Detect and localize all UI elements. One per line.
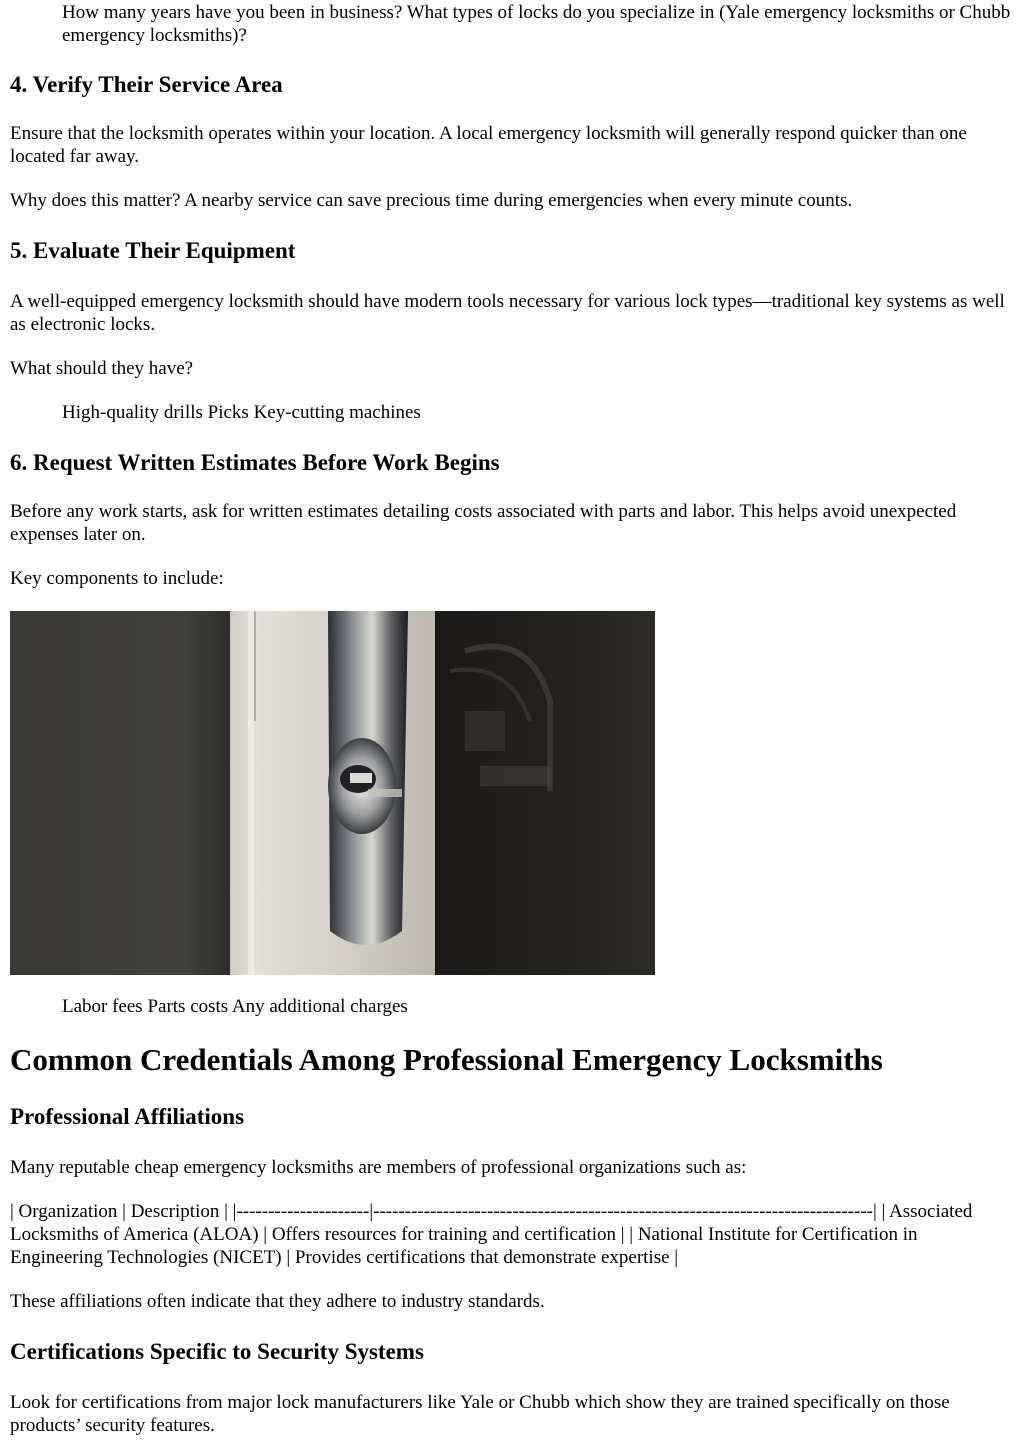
- page-section-title: Common Credentials Among Professional Emergency Locksmiths: [10, 1042, 883, 1077]
- equipment-paragraph: A well-equipped emergency locksmith should have modern tools necessary for various lock types—traditional key systems as well as electronic locks.: [10, 291, 1005, 335]
- section-heading-equipment: 5. Evaluate Their Equipment: [10, 238, 296, 263]
- section-heading-service-area: 4. Verify Their Service Area: [10, 72, 283, 97]
- equipment-list: High-quality drills Picks Key-cutting machines: [62, 402, 421, 423]
- affiliations-table-text: | Organization | Description | |---------------------|-------------------------------------------------------------------------------| | Associated Locksmiths of America (ALOA) | Offers resources for training and certification | | National Institute for Certification in Engineering Technologies (NICET) | Provides certifications that demonstrate expertise |: [10, 1201, 973, 1268]
- certifications-paragraph: Look for certifications from major lock manufacturers like Yale or Chubb which show they are trained specifically on those products’ security features.: [10, 1392, 950, 1436]
- section-heading-affiliations: Professional Affiliations: [10, 1104, 245, 1129]
- affiliations-intro: Many reputable cheap emergency locksmiths are members of professional organizations such as:: [10, 1157, 747, 1178]
- estimates-list: Labor fees Parts costs Any additional charges: [62, 996, 408, 1017]
- section-heading-certifications: Certifications Specific to Security Systems: [10, 1339, 424, 1364]
- list-item-business-years: How many years have you been in business? What types of locks do you specialize in (Yale emergency locksmiths or Chubb emergency locksmiths)?: [62, 2, 1011, 46]
- service-area-why-paragraph: Why does this matter? A nearby service can save precious time during emergencies when every minute counts.: [10, 190, 853, 211]
- affiliations-note: These affiliations often indicate that they adhere to industry standards.: [10, 1291, 545, 1312]
- door-lock-photo: [10, 611, 655, 975]
- equipment-question: What should they have?: [10, 358, 194, 379]
- estimates-paragraph: Before any work starts, ask for written estimates detailing costs associated with parts and labor. This helps avoid unexpected expenses later on.: [10, 501, 957, 545]
- service-area-paragraph: Ensure that the locksmith operates within your location. A local emergency locksmith will generally respond quicker than one located far away.: [10, 123, 967, 167]
- section-heading-estimates: 6. Request Written Estimates Before Work Begins: [10, 450, 500, 475]
- estimates-components-label: Key components to include:: [10, 568, 224, 589]
